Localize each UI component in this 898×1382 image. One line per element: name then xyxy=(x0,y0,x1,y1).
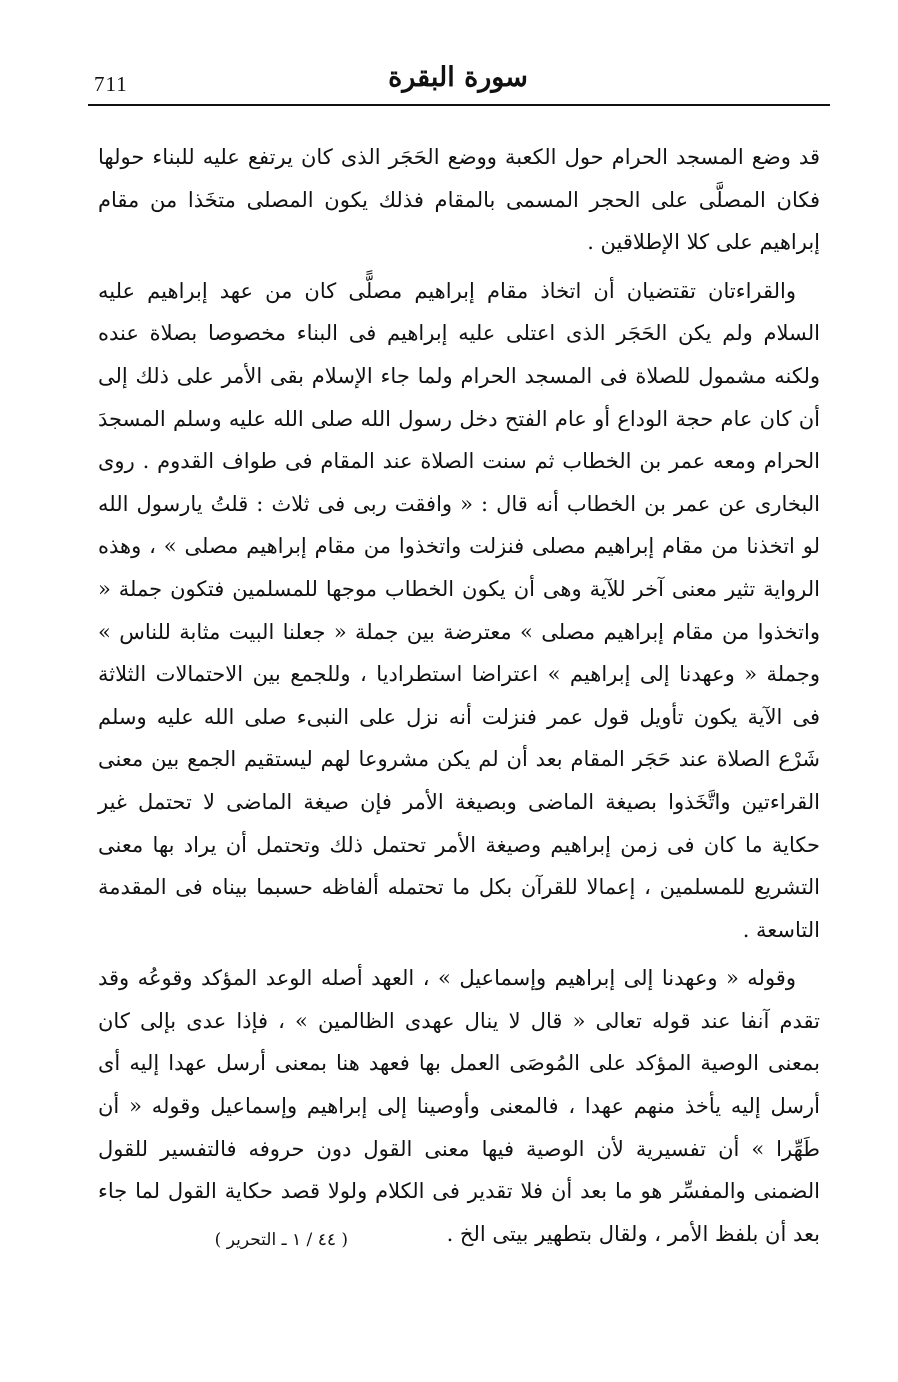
body-text xyxy=(98,136,820,1255)
printer-signature: ( ٤٤ / ١ ـ التحرير ) xyxy=(214,1230,348,1250)
paragraph-2: والقراءتان تقتضيان أن اتخاذ مقام إبراهيم مصلًّى كان من عهد إبراهيم عليه السلام ولم يكن الحَجَر الذى اعتلى عليه إبراهيم فى البناء مخصوصا بصلاة عنده ولكنه مشمول للصلاة فى المسجد الحرام ولما جاء الإسلام بقى الأمر على ذلك إلى أن كان عام حجة الوداع أو عام الفتح دخل رسول الله صلى الله عليه وسلم المسجدَ الحرام ومعه عمر بن الخطاب ثم سنت الصلاة عند المقام فى طواف القدوم . روى البخارى عن عمر بن الخطاب أنه قال : « وافقت ربى فى ثلاث : قلتُ يارسول الله لو اتخذنا من مقام إبراهيم مصلى فنزلت واتخذوا من مقام إبراهيم مصلى » ، وهذه الرواية تثير معنى آخر للآية وهى أن يكون الخطاب موجها للمسلمين فتكون جملة « واتخذوا من مقام إبراهيم مصلى » معترضة بين جملة « جعلنا البيت مثابة للناس » وجملة « وعهدنا إلى إبراهيم » اعتراضا استطراديا ، وللجمع بين الاحتمالات الثلاثة فى الآية يكون تأويل قول عمر فنزلت أنه نزل على النبىء صلى الله عليه وسلم شَرْع الصلاة عند حَجَر المقام بعد أن لم يكن مشروعا لهم ليستقيم الجمع بين معنى القراءتين واتَّخَذوا بصيغة الماضى وبصيغة الأمر فإن صيغة الماضى لا تحتمل غير حكاية ما كان فى زمن إبراهيم وصيغة الأمر تحتمل ذلك وتحتمل أن يراد بها معنى التشريع للمسلمين ، إعمالا للقرآن بكل ما تحتمله ألفاظه حسبما بيناه فى المقدمة التاسعة . xyxy=(98,278,820,942)
page-header xyxy=(88,56,828,104)
running-title: سورة البقرة xyxy=(388,62,528,93)
page-number: 711 xyxy=(94,72,128,96)
paragraph-1: قد وضع المسجد الحرام حول الكعبة ووضع الحَجَر الذى كان يرتفع عليه للبناء حولها فكان المصلَّى على الحجر المسمى بالمقام فذلك يكون المصلى متخَذا من مقام إبراهيم على كلا الإطلاقين . xyxy=(98,145,820,255)
paragraph-3: وقوله « وعهدنا إلى إبراهيم وإسماعيل » ، العهد أصله الوعد المؤكد وقوعُه وقد تقدم آنفا عند قوله تعالى « قال لا ينال عهدى الظالمين » ، فإذا عدى بإلى كان بمعنى الوصية المؤكد على المُوصَى العمل بها فعهد هنا بمعنى أرسل عهدا إليه أى أرسل إليه يأخذ منهم عهدا ، فالمعنى وأوصينا إلى إبراهيم وإسماعيل وقوله « أن طَهِّرا » أن تفسيرية لأن الوصية فيها معنى القول دون حروفه فالتفسير للقول الضمنى والمفسِّر هو ما بعد أن فلا تقدير فى الكلام ولولا قصد حكاية القول لما جاء بعد أن بلفظ الأمر ، ولقال بتطهير بيتى الخ . xyxy=(98,966,820,1246)
header-rule xyxy=(88,104,830,106)
